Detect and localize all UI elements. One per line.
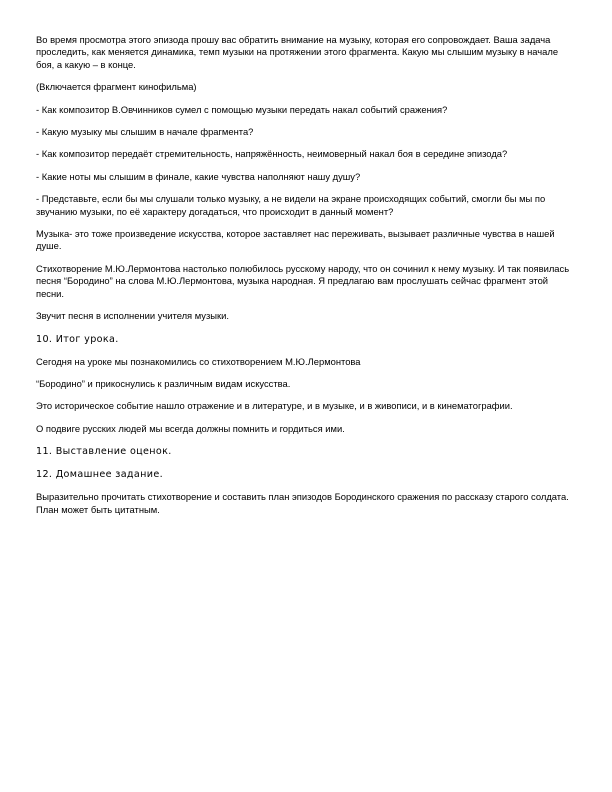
paragraph-met-poem: Сегодня на уроке мы познакомились со стихотворением М.Ю.Лермонтова bbox=[36, 355, 361, 367]
document-page bbox=[36, 34, 576, 526]
paragraph-music-art: Музыка- это тоже произведение искусства, которое заставляет нас переживать, вызывает различные чувства в нашей душе. bbox=[36, 228, 555, 252]
paragraph-music-task: Во время просмотра этого эпизода прошу вас обратить внимание на музыку, которая его сопровождает. Ваша задача проследить, как меняется динамика, темп музыки на протяжении этого фрагмента. Какую мы слышим музыку в начале боя, а какую – в конце. bbox=[36, 34, 559, 70]
heading-homework: 12. Домашнее задание. bbox=[36, 469, 163, 481]
paragraph-borodino-arts: “Бородино” и прикоснулись к различным видам искусства. bbox=[36, 377, 291, 389]
heading-lesson-summary: 10. Итог урока. bbox=[36, 333, 119, 345]
question-composer-conveys: - Как композитор передаёт стремительность, напряжённость, неимоверный накал боя в середине эпизода? bbox=[36, 148, 508, 160]
paragraph-historic-event: Это историческое событие нашло отражение и в литературе, и в музыке, и в живописи, и в кинематографии. bbox=[36, 400, 513, 412]
question-composer-ovchinnikov: - Как композитор В.Овчинников сумел с помощью музыки передать накал событий сражения? bbox=[36, 103, 448, 115]
question-final-notes: - Какие ноты мы слышим в финале, какие чувства наполняют нашу душу? bbox=[36, 170, 361, 182]
heading-grading: 11. Выставление оценок. bbox=[36, 446, 172, 458]
paragraph-song-performed: Звучит песня в исполнении учителя музыки. bbox=[36, 310, 229, 322]
question-music-beginning: - Какую музыку мы слышим в начале фрагмента? bbox=[36, 126, 254, 138]
paragraph-film-fragment-note: (Включается фрагмент кинофильма) bbox=[36, 81, 197, 93]
paragraph-homework-text: Выразительно прочитать стихотворение и составить план эпизодов Бородинского сражения по рассказу старого солдата. План может быть цитатным. bbox=[36, 491, 569, 515]
paragraph-song-borodino: Стихотворение М.Ю.Лермонтова настолько полюбилось русскому народу, что он сочинил к нему музыку. И так появилась песня “Бородино” на слова М.Ю.Лермонтова, музыка народная. Я предлагаю вам прослушать сейчас фрагмент этой песни. bbox=[36, 262, 570, 299]
question-imagine-only-music: - Представьте, если бы мы слушали только музыку, а не видели на экране происходящих событий, смогли бы мы по звучанию музыки, по её характеру догадаться, что происходит в данный момент? bbox=[36, 193, 546, 217]
paragraph-remember-feat: О подвиге русских людей мы всегда должны помнить и гордиться ими. bbox=[36, 422, 345, 434]
